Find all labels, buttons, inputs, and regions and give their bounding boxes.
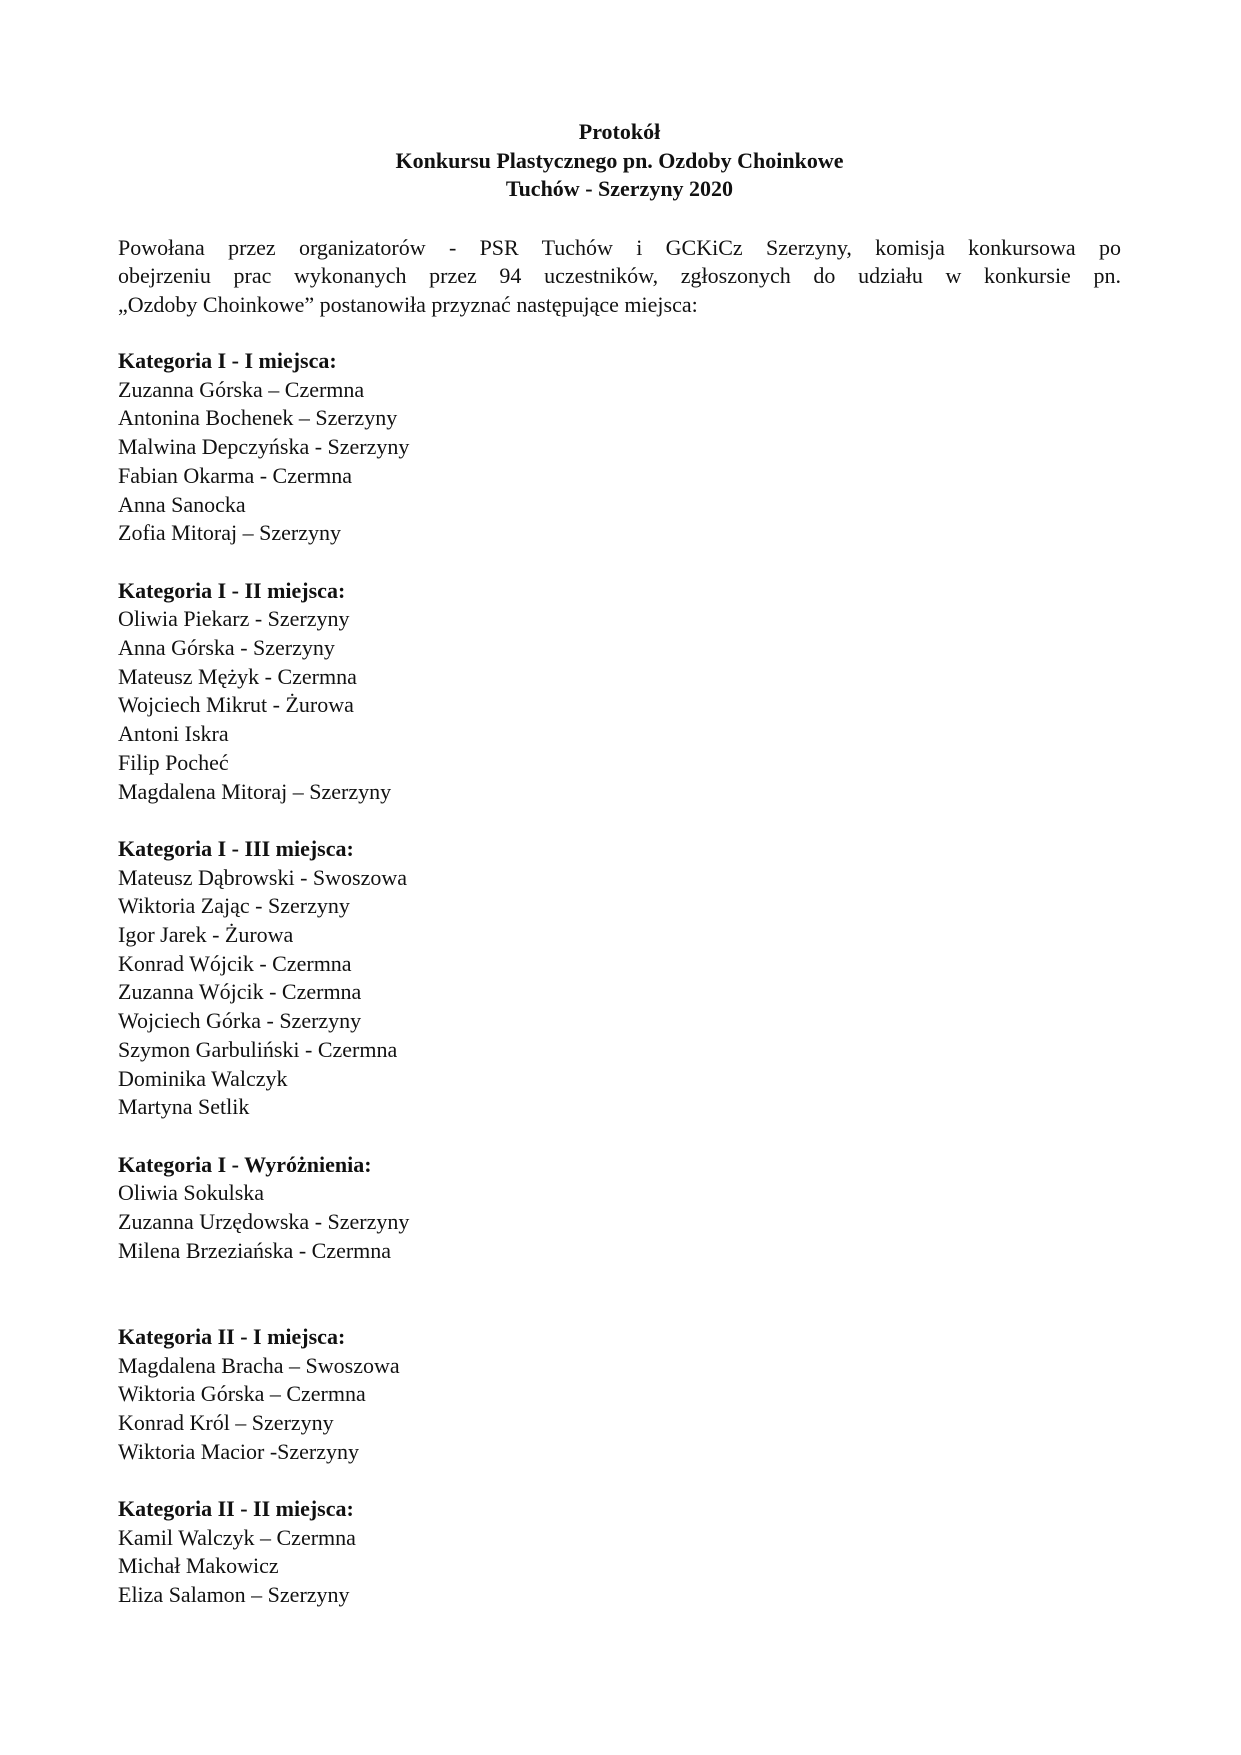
winner-entry: Antoni Iskra <box>118 721 229 747</box>
category-section <box>118 347 1121 548</box>
winner-entry: Malwina Depczyńska - Szerzyny <box>118 434 410 460</box>
winner-entry: Kamil Walczyk – Czermna <box>118 1524 356 1550</box>
winner-entry: Magdalena Bracha – Swoszowa <box>118 1352 400 1378</box>
winner-entry: Konrad Król – Szerzyny <box>118 1409 334 1435</box>
winner-entry: Szymon Garbuliński - Czermna <box>118 1036 398 1062</box>
winner-entry: Zuzanna Wójcik - Czermna <box>118 979 362 1005</box>
winner-entry: Igor Jarek - Żurowa <box>118 922 294 948</box>
winner-entry: Dominika Walczyk <box>118 1065 288 1091</box>
winner-entry: Filip Pocheć <box>118 749 229 775</box>
winner-entry: Oliwia Piekarz - Szerzyny <box>118 606 350 632</box>
category-section <box>118 1323 1121 1467</box>
winner-entry: Michał Makowicz <box>118 1553 279 1579</box>
intro-line: obejrzeniu prac wykonanych przez 94 uczestników, zgłoszonych do udziału w konkursie pn. <box>118 263 1121 288</box>
document-header <box>118 118 1121 204</box>
winner-entry: Martyna Setlik <box>118 1094 250 1120</box>
winner-entry: Wiktoria Zając - Szerzyny <box>118 893 350 919</box>
category-title: Kategoria I - I miejsca: <box>118 348 337 373</box>
category-section <box>118 577 1121 807</box>
category-section <box>118 1151 1121 1266</box>
intro-line: „Ozdoby Choinkowe” postanowiła przyznać następujące miejsca: <box>118 291 698 317</box>
winner-entry: Oliwia Sokulska <box>118 1180 265 1206</box>
winner-entry: Konrad Wójcik - Czermna <box>118 950 352 976</box>
category-title: Kategoria I - II miejsca: <box>118 577 346 603</box>
category-section <box>118 1495 1121 1610</box>
winner-entry: Anna Sanocka <box>118 491 246 517</box>
intro-line: Powołana przez organizatorów - PSR Tuchów i GCKiCz Szerzyny, komisja konkursowa po <box>118 234 1121 260</box>
winner-entry: Mateusz Dąbrowski - Swoszowa <box>118 864 407 890</box>
category-title: Kategoria I - III miejsca: <box>118 835 354 861</box>
document-page <box>118 118 1121 1639</box>
document-title: Protokół <box>578 119 661 144</box>
document-subtitle: Konkursu Plastycznego pn. Ozdoby Choinkowe <box>395 147 844 173</box>
category-title: Kategoria II - II miejsca: <box>118 1496 354 1522</box>
winner-entry: Zuzanna Górska – Czermna <box>118 376 365 402</box>
winner-entry: Wiktoria Macior -Szerzyny <box>118 1438 360 1464</box>
winner-entry: Anna Górska - Szerzyny <box>118 635 335 661</box>
category-title: Kategoria II - I miejsca: <box>118 1323 346 1349</box>
category-title: Kategoria I - Wyróżnienia: <box>118 1151 372 1177</box>
results-list <box>118 347 1121 1610</box>
document-location-year: Tuchów - Szerzyny 2020 <box>505 176 734 201</box>
winner-entry: Zuzanna Urzędowska - Szerzyny <box>118 1209 410 1235</box>
category-section <box>118 835 1121 1122</box>
winner-entry: Milena Brzeziańska - Czermna <box>118 1237 392 1263</box>
winner-entry: Magdalena Mitoraj – Szerzyny <box>118 778 392 804</box>
winner-entry: Wiktoria Górska – Czermna <box>118 1381 366 1407</box>
winner-entry: Antonina Bochenek – Szerzyny <box>118 405 398 431</box>
intro-paragraph <box>118 234 1121 320</box>
winner-entry: Eliza Salamon – Szerzyny <box>118 1582 350 1608</box>
winner-entry: Zofia Mitoraj – Szerzyny <box>118 520 341 546</box>
winner-entry: Fabian Okarma - Czermna <box>118 462 352 488</box>
winner-entry: Wojciech Górka - Szerzyny <box>118 1008 362 1034</box>
winner-entry: Mateusz Mężyk - Czermna <box>118 663 357 689</box>
winner-entry: Wojciech Mikrut - Żurowa <box>118 692 354 718</box>
